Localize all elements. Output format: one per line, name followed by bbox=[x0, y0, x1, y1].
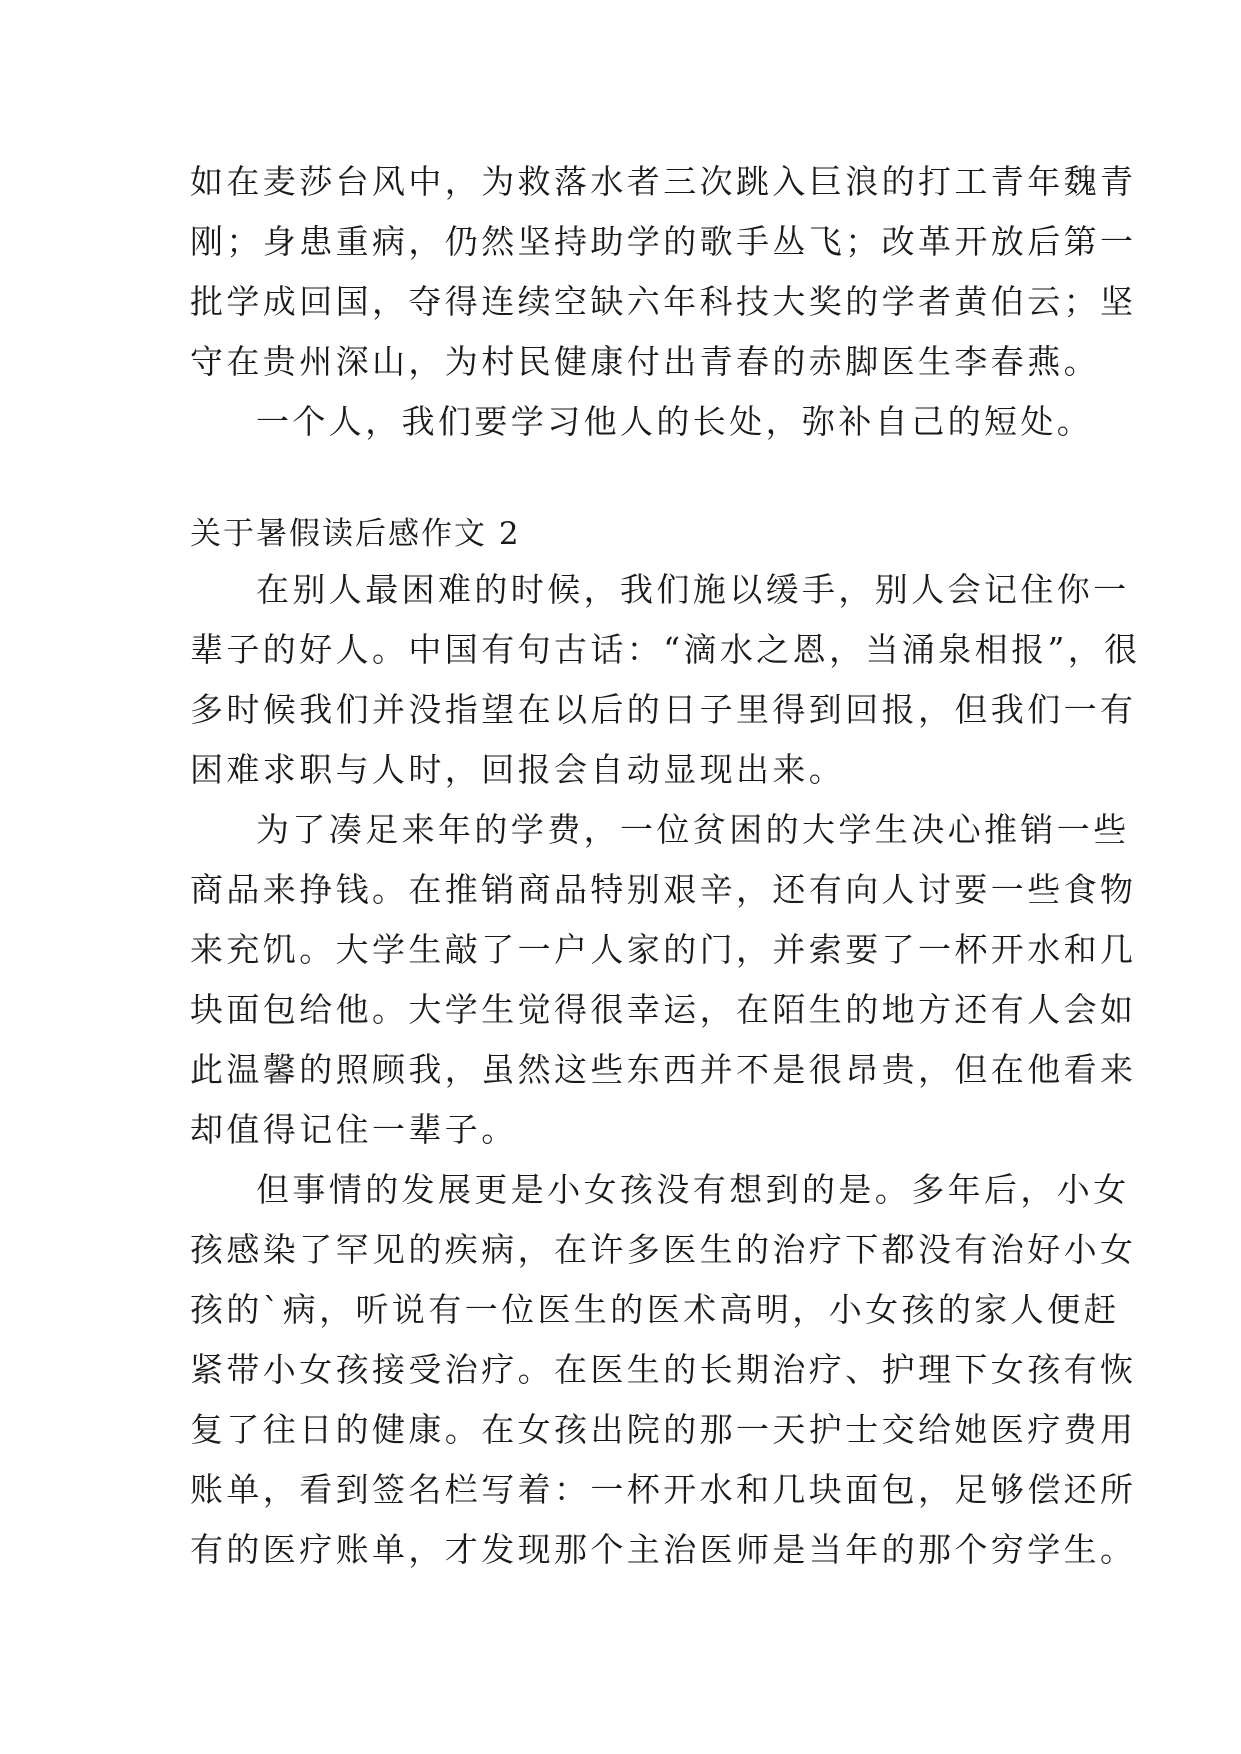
paragraph-line: 商品来挣钱。在推销商品特别艰辛，还有向人讨要一些食物 bbox=[190, 870, 1137, 909]
paragraph-line: 孩感染了罕见的疾病，在许多医生的治疗下都没有治好小女 bbox=[190, 1230, 1137, 1269]
paragraph-line: 紧带小女孩接受治疗。在医生的长期治疗、护理下女孩有恢 bbox=[190, 1350, 1137, 1389]
section-heading: 关于暑假读后感作文 2 bbox=[190, 516, 521, 552]
paragraph-line: 有的医疗账单，才发现那个主治医师是当年的那个穷学生。 bbox=[190, 1530, 1137, 1569]
paragraph-line: 此温馨的照顾我，虽然这些东西并不是很昂贵，但在他看来 bbox=[190, 1050, 1137, 1089]
paragraph-line: 账单，看到签名栏写着：一杯开水和几块面包，足够偿还所 bbox=[190, 1470, 1137, 1509]
paragraph-line: 一个人，我们要学习他人的长处，弥补自己的短处。 bbox=[256, 402, 1094, 441]
paragraph-line: 为了凑足来年的学费，一位贫困的大学生决心推销一些 bbox=[256, 810, 1130, 849]
paragraph-line: 在别人最困难的时候，我们施以缓手，别人会记住你一 bbox=[256, 570, 1130, 609]
paragraph-line: 来充饥。大学生敲了一户人家的门，并索要了一杯开水和几 bbox=[190, 930, 1137, 969]
paragraph-line: 刚；身患重病，仍然坚持助学的歌手丛飞；改革开放后第一 bbox=[190, 222, 1137, 261]
paragraph-line: 块面包给他。大学生觉得很幸运，在陌生的地方还有人会如 bbox=[190, 990, 1137, 1029]
paragraph-line: 守在贵州深山，为村民健康付出青春的赤脚医生李春燕。 bbox=[190, 342, 1100, 381]
paragraph-line: 批学成回国，夺得连续空缺六年科技大奖的学者黄伯云；坚 bbox=[190, 282, 1137, 321]
paragraph-line: 复了往日的健康。在女孩出院的那一天护士交给她医疗费用 bbox=[190, 1410, 1137, 1449]
paragraph-line: 孩的`病，听说有一位医生的医术高明，小女孩的家人便赶 bbox=[190, 1290, 1120, 1329]
paragraph-line: 如在麦莎台风中，为救落水者三次跳入巨浪的打工青年魏青 bbox=[190, 162, 1137, 201]
paragraph-line: 却值得记住一辈子。 bbox=[190, 1110, 518, 1149]
paragraph-line: 辈子的好人。中国有句古话：“滴水之恩，当涌泉相报”，很 bbox=[190, 630, 1141, 669]
paragraph-line: 但事情的发展更是小女孩没有想到的是。多年后，小女 bbox=[256, 1170, 1130, 1209]
paragraph-line: 多时候我们并没指望在以后的日子里得到回报，但我们一有 bbox=[190, 690, 1137, 729]
paragraph-line: 困难求职与人时，回报会自动显现出来。 bbox=[190, 750, 846, 789]
